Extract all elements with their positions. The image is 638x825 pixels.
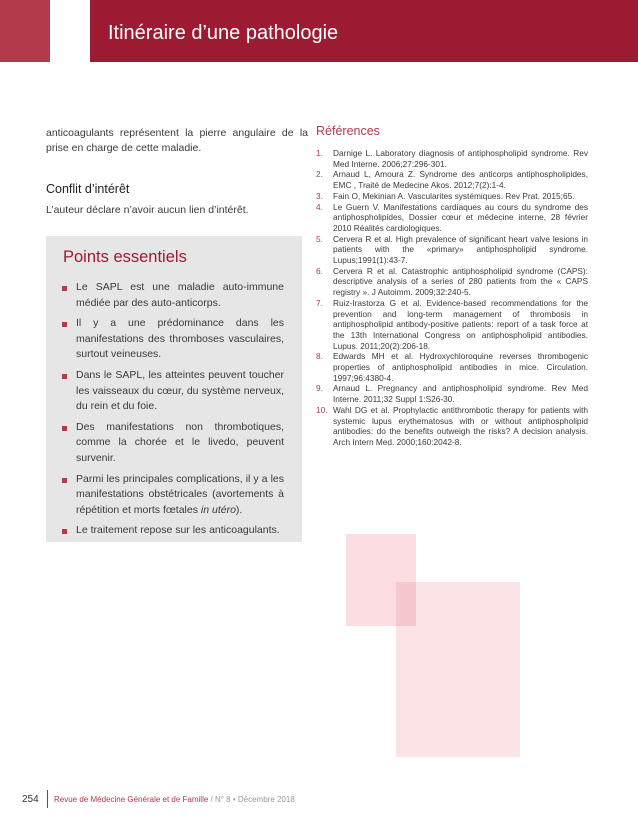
reference-item: 5. Cervera R et al. High prevalence of significant heart valve lesions in patients with the «primary» antiphospholipid syndrome. Lupus;1991(1):43-7. (316, 233, 588, 266)
intro-paragraph: anticoagulants représentent la pierre angulaire de la prise en charge de cette maladie. (46, 127, 308, 154)
footer-divider (47, 790, 48, 808)
decorative-overlap (396, 582, 416, 626)
reference-item: 1. Darnige L. Laboratory diagnosis of antiphospholipid syndrome. Rev Med Interne. 2006;27:296-301. (316, 148, 588, 169)
key-points-box (46, 236, 302, 542)
references-column (316, 124, 588, 448)
key-points-list (62, 280, 284, 544)
key-point: Il y a une prédominance dans les manifestations des thromboses vasculaires, surtout veineuses. (62, 316, 284, 363)
footer-issue: N° 8 • Décembre 2018 (214, 795, 295, 804)
reference-item: 9. Arnaud L. Pregnancy and antiphospholipid syndrome. Rev Med Interne. 2011;32 Suppl 1:S26-30. (316, 383, 588, 405)
page-number: 254 (22, 794, 39, 805)
bullet-square-icon (62, 374, 67, 379)
conflict-text: L’auteur déclare n’avoir aucun lien d’intérêt. (46, 204, 249, 216)
key-point: Des manifestations non thrombotiques, comme la chorée et le livedo, peuvent survenir. (62, 420, 284, 467)
key-point: Le SAPL est une maladie auto-immune médiée par des auto-anticorps. (62, 280, 284, 311)
bullet-square-icon (62, 529, 67, 534)
bullet-square-icon (62, 478, 67, 483)
reference-item: 7. Ruiz-Irastorza G et al. Evidence-based recommendations for the prevention and long-term management of thrombosis in antiphospholipid antibody-positive patients: report of a task force at the 13th International Congress on antiphospholipid antibodies. Lupus. 2011;20(2):206-18. (316, 297, 588, 351)
reference-item: 4. Le Guern V. Manifestations cardiaques au cours du syndrome des antiphospholipides, Dossier cœur et médecine interne, 28 février 2010 Réalités cardiologiques. (316, 201, 588, 233)
reference-item: 8. Edwards MH et al. Hydroxychloroquine reverses thrombogenic properties of antiphospholipid antibodies in mice. Circulation. 1997;96:4380-4. (316, 351, 588, 383)
conflict-heading: Conflit d’intérêt (46, 182, 130, 196)
reference-item: 2. Arnaud L, Amoura Z. Syndrome des anticorps antiphospholipides, EMC , Traité de Medecine Akos. 2012;7(2):1-4. (316, 169, 588, 191)
reference-item: 3. Fain O, Mekinian A. Vascularites systémiques. Rev Prat. 2015;65. (316, 190, 575, 201)
key-point: Parmi les principales complications, il y a les manifestations obstétricales (avortements à répétition et morts fœtales in utéro). (62, 472, 284, 519)
header-gap (50, 0, 90, 62)
references-list (316, 148, 588, 448)
reference-item: 6. Cervera R et al. Catastrophic antiphospholipid syndrome (CAPS): descriptive analysis of a series of 280 patients from the « CAPS registry ». J Autoimm. 2009;32:240-5. (316, 265, 588, 298)
key-points-title: Points essentiels (63, 248, 187, 266)
header-accent-block (0, 0, 50, 62)
bullet-square-icon (62, 322, 67, 327)
left-column (46, 126, 308, 218)
bullet-square-icon (62, 426, 67, 431)
key-point: Le traitement repose sur les anticoagulants. (62, 523, 284, 539)
bullet-square-icon (62, 286, 67, 291)
section-title: Itinéraire d’une pathologie (108, 22, 339, 44)
key-point: Dans le SAPL, les atteintes peuvent toucher les vaisseaux du cœur, du système nerveux, du rein et du foie. (62, 368, 284, 415)
references-heading: Références (316, 124, 380, 138)
reference-item: 10. Wahl DG et al. Prophylactic antithrombotic therapy for patients with systemic lupus erythematosus with or without antiphospholipid antibodies: do the benefits outweigh the risks? A decision analysis. Arch Intern Med. 2000;160:2042-8. (316, 404, 588, 447)
page-footer (0, 790, 638, 810)
footer-journal: Revue de Médecine Générale et de Famille / N° 8 • Décembre 2018 (54, 795, 295, 804)
